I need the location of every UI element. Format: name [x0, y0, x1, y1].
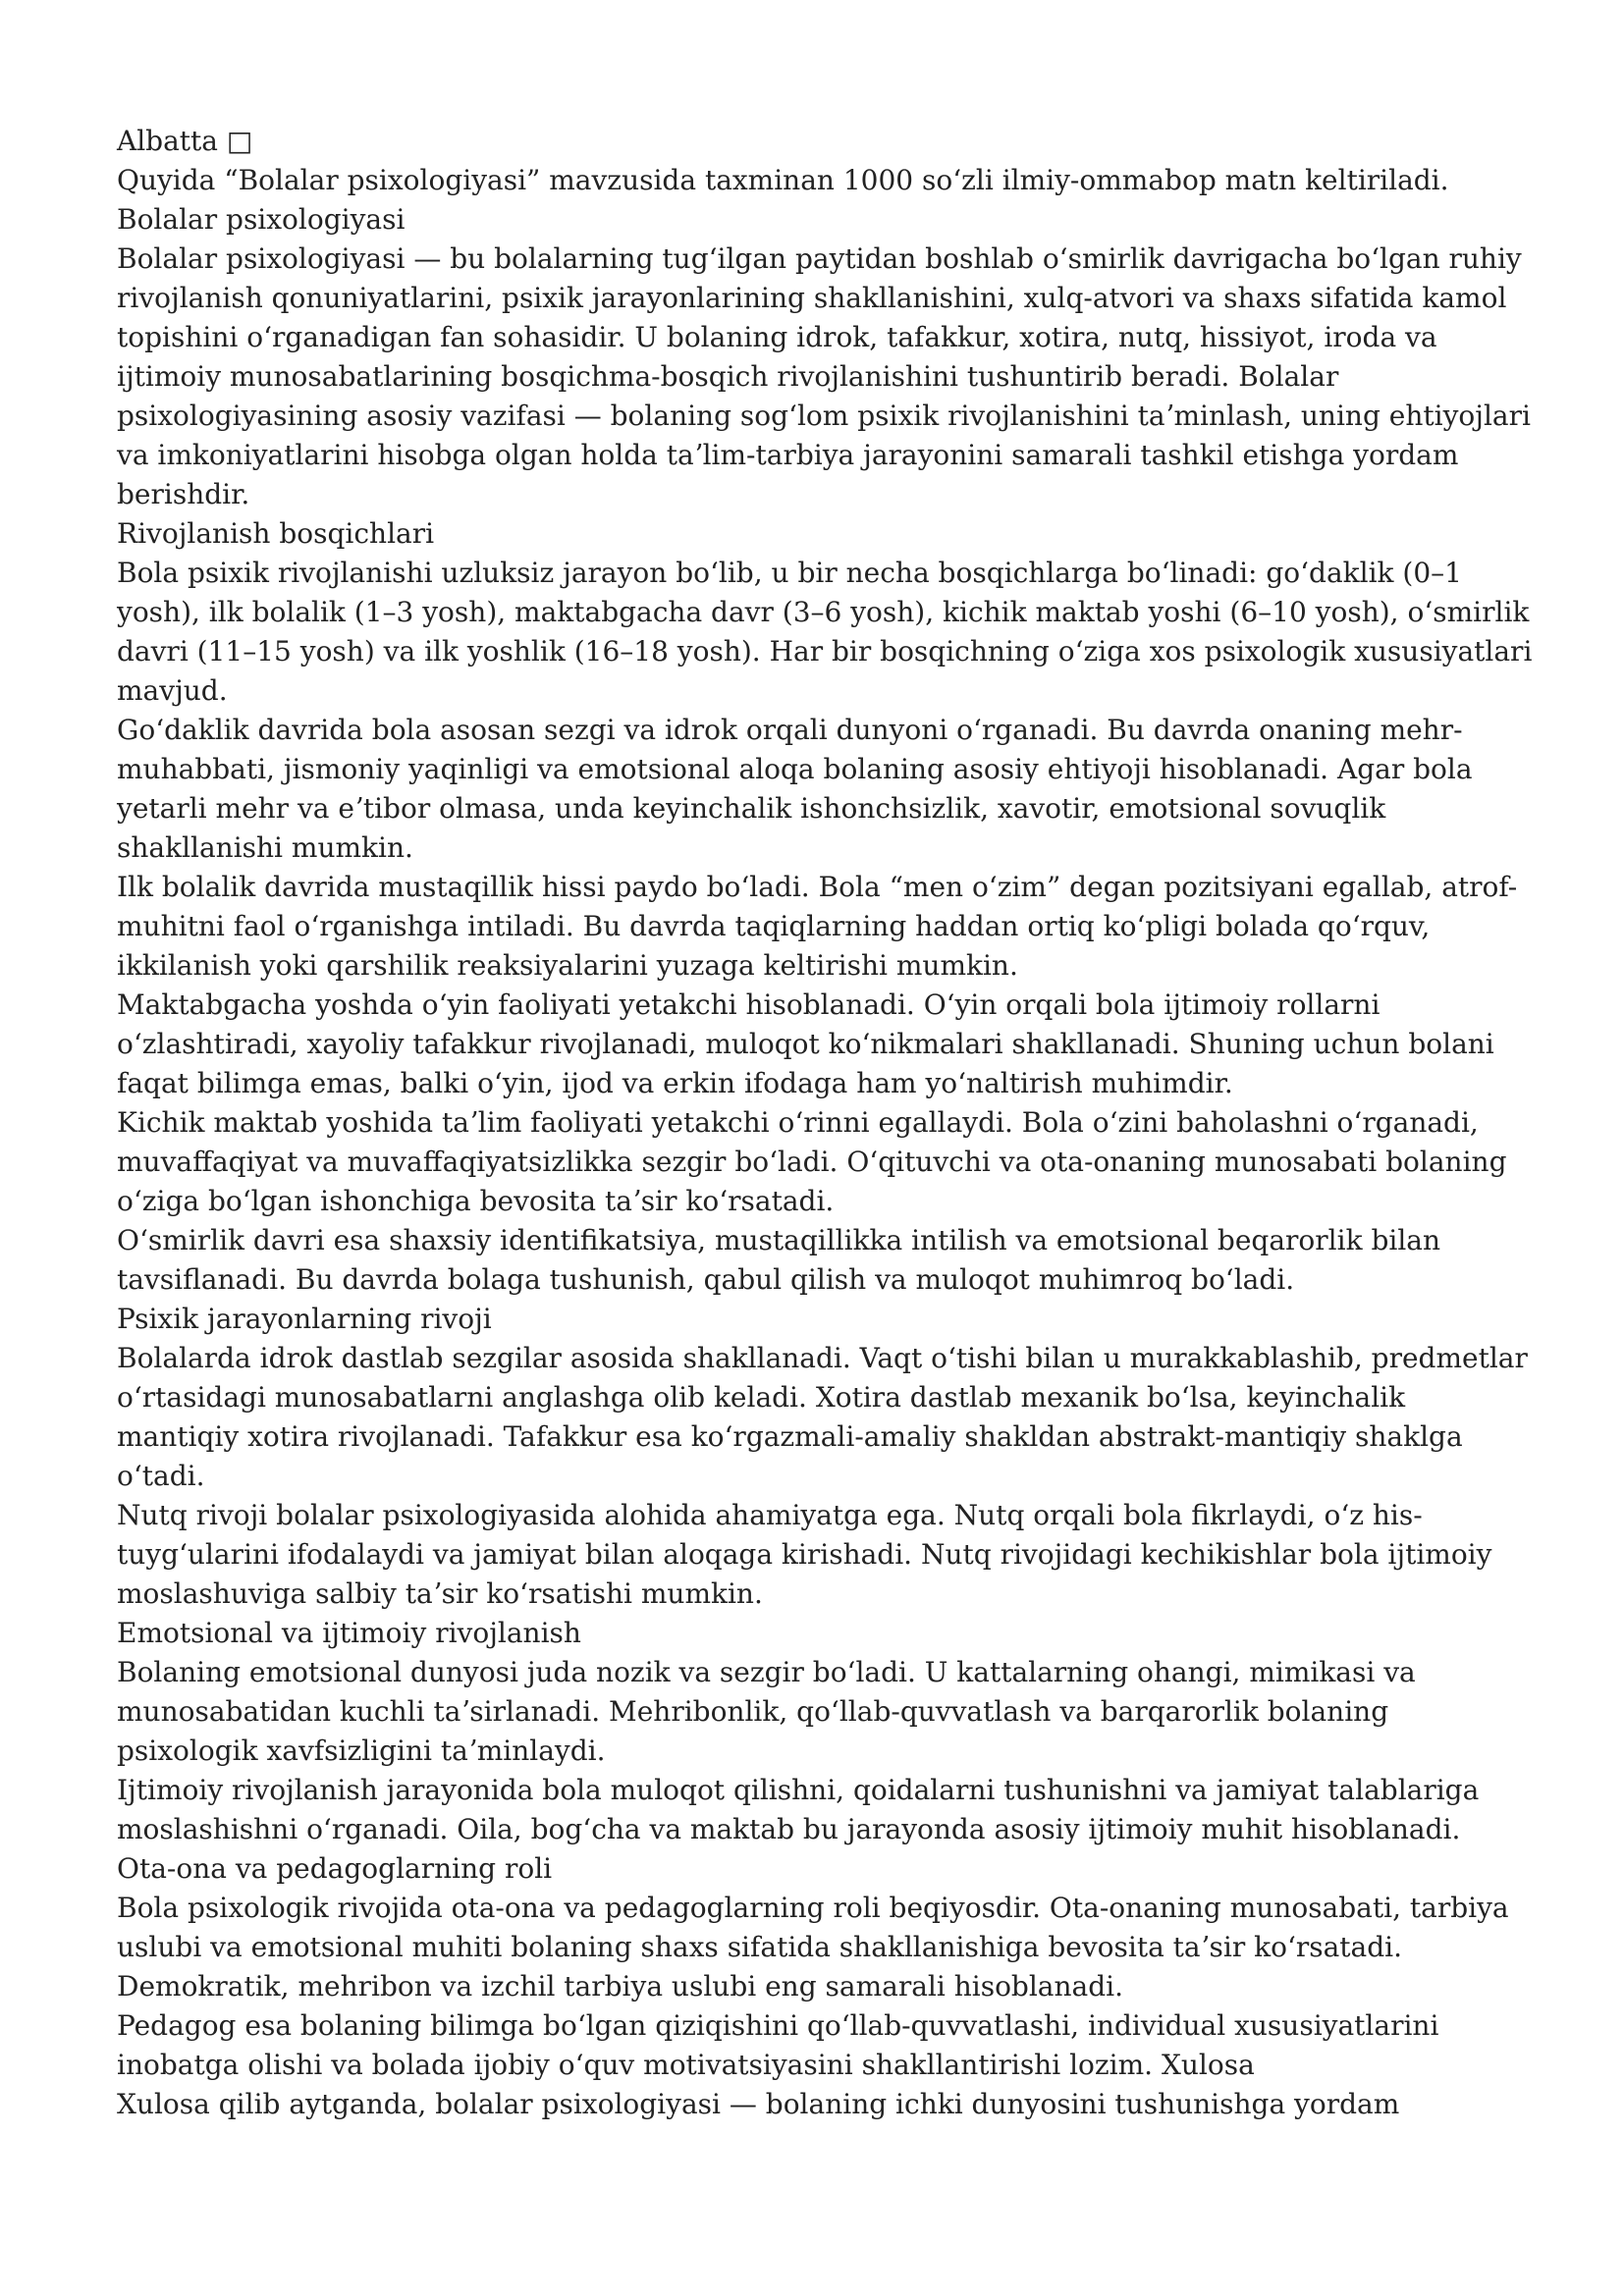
text-line: moslashuviga salbiy taʼsir koʻrsatishi mumkin. [117, 1577, 763, 1610]
text-line: topishini oʻrganadigan fan sohasidir. U bolaning idrok, tafakkur, xotira, nutq, hissiyot, iroda va [117, 321, 1437, 353]
text-line: Kichik maktab yoshida taʼlim faoliyati yetakchi oʻrinni egallaydi. Bola oʻzini baholashni oʻrganadi, [117, 1106, 1479, 1139]
text-line: Oʻsmirlik davri esa shaxsiy identifikatsiya, mustaqillikka intilish va emotsional beqarorlik bilan [117, 1224, 1441, 1256]
text-line: Nutq rivoji bolalar psixologiyasida alohida ahamiyatga ega. Nutq orqali bola fikrlaydi, oʻz his- [117, 1499, 1423, 1531]
text-line: Pedagog esa bolaning bilimga boʻlgan qiziqishini qoʻllab-quvvatlashi, individual xususiyatlarini [117, 2009, 1439, 2042]
text-line: moslashishni oʻrganadi. Oila, bogʻcha va maktab bu jarayonda asosiy ijtimoiy muhit hisoblanadi. [117, 1813, 1461, 1845]
text-line: yetarli mehr va eʼtibor olmasa, unda keyinchalik ishonchsizlik, xavotir, emotsional sovuqlik [117, 792, 1386, 825]
text-line: psixologiyasining asosiy vazifasi — bolaning sogʻlom psixik rivojlanishini taʼminlash, uning ehtiyojlari [117, 400, 1531, 432]
text-line: faqat bilimga emas, balki oʻyin, ijod va erkin ifodaga ham yoʻnaltirish muhimdir. [117, 1067, 1233, 1099]
text-line: muvaffaqiyat va muvaffaqiyatsizlikka sezgir boʻladi. Oʻqituvchi va ota-onaning munosabati bolaning [117, 1146, 1507, 1178]
text-line: inobatga olishi va bolada ijobiy oʻquv motivatsiyasini shakllantirishi lozim. Xulosa [117, 2049, 1255, 2081]
text-line: Goʻdaklik davrida bola asosan sezgi va idrok orqali dunyoni oʻrganadi. Bu davrda onaning mehr- [117, 714, 1463, 746]
text-line: Bolalarda idrok dastlab sezgilar asosida shakllanadi. Vaqt oʻtishi bilan u murakkablashib, predmetlar [117, 1342, 1528, 1374]
text-line: oʻzlashtiradi, xayoliy tafakkur rivojlanadi, muloqot koʻnikmalari shakllanadi. Shuning uchun bolani [117, 1028, 1494, 1060]
text-line: Demokratik, mehribon va izchil tarbiya uslubi eng samarali hisoblanadi. [117, 1970, 1124, 2002]
text-line: shakllanishi mumkin. [117, 831, 413, 864]
text-line: psixologik xavfsizligini taʼminlaydi. [117, 1735, 606, 1767]
text-line: Ijtimoiy rivojlanish jarayonida bola muloqot qilishni, qoidalarni tushunishni va jamiyat talablariga [117, 1774, 1480, 1806]
text-line: va imkoniyatlarini hisobga olgan holda taʼlim-tarbiya jarayonini samarali tashkil etishga yordam [117, 439, 1459, 471]
text-line: munosabatidan kuchli taʼsirlanadi. Mehribonlik, qoʻllab-quvvatlash va barqarorlik bolaning [117, 1695, 1389, 1728]
section-heading: Ota-ona va pedagoglarning roli [117, 1852, 553, 1885]
text-line: Bolalar psixologiyasi — bu bolalarning tugʻilgan paytidan boshlab oʻsmirlik davrigacha boʻlgan ruhiy [117, 242, 1522, 275]
text-line: Xulosa qilib aytganda, bolalar psixologiyasi — bolaning ichki dunyosini tushunishga yordam [117, 2088, 1400, 2120]
text-line: oʻrtasidagi munosabatlarni anglashga olib keladi. Xotira dastlab mexanik boʻlsa, keyinchalik [117, 1381, 1406, 1414]
section-heading: Emotsional va ijtimoiy rivojlanish [117, 1617, 581, 1649]
text-line: ikkilanish yoki qarshilik reaksiyalarini yuzaga keltirishi mumkin. [117, 949, 1018, 982]
document-body [117, 122, 1533, 2124]
text-line: oʻziga boʻlgan ishonchiga bevosita taʼsir koʻrsatadi. [117, 1185, 835, 1217]
section-heading: Bolalar psixologiyasi [117, 203, 406, 236]
text-line: Maktabgacha yoshda oʻyin faoliyati yetakchi hisoblanadi. Oʻyin orqali bola ijtimoiy rollarni [117, 988, 1380, 1021]
text-line: mavjud. [117, 674, 228, 707]
text-line: Ilk bolalik davrida mustaqillik hissi paydo boʻladi. Bola “men oʻzim” degan pozitsiyani egallab, atrof- [117, 871, 1518, 903]
text-line: rivojlanish qonuniyatlarini, psixik jarayonlarining shakllanishini, xulq-atvori va shaxs sifatida kamol [117, 282, 1507, 314]
text-line: muhabbati, jismoniy yaqinligi va emotsional aloqa bolaning asosiy ehtiyoji hisoblanadi. Agar bola [117, 753, 1473, 785]
text-line: muhitni faol oʻrganishga intiladi. Bu davrda taqiqlarning haddan ortiq koʻpligi bolada qoʻrquv, [117, 910, 1431, 942]
text-line: Bolaning emotsional dunyosi juda nozik va sezgir boʻladi. U kattalarning ohangi, mimikasi va [117, 1656, 1416, 1688]
text-line: Bola psixik rivojlanishi uzluksiz jarayon boʻlib, u bir necha bosqichlarga boʻlinadi: goʻdaklik (0–1 [117, 557, 1462, 589]
text-line: oʻtadi. [117, 1460, 205, 1492]
text-line: Bola psixologik rivojida ota-ona va pedagoglarning roli beqiyosdir. Ota-onaning munosabati, tarbiya [117, 1892, 1509, 1924]
text-line: ijtimoiy munosabatlarining bosqichma-bosqich rivojlanishini tushuntirib beradi. Bolalar [117, 360, 1339, 393]
text-line: tuygʻularini ifodalaydi va jamiyat bilan aloqaga kirishadi. Nutq rivojidagi kechikishlar bola ijtimoiy [117, 1538, 1492, 1571]
text-line: mantiqiy xotira rivojlanadi. Tafakkur esa koʻrgazmali-amaliy shakldan abstrakt-mantiqiy shaklga [117, 1420, 1463, 1453]
text-line: tavsiflanadi. Bu davrda bolaga tushunish, qabul qilish va muloqot muhimroq boʻladi. [117, 1263, 1295, 1296]
text-line: yosh), ilk bolalik (1–3 yosh), maktabgacha davr (3–6 yosh), kichik maktab yoshi (6–10 yosh), oʻsmirlik [117, 596, 1530, 628]
section-heading: Psixik jarayonlarning rivoji [117, 1303, 492, 1335]
section-heading: Rivojlanish bosqichlari [117, 517, 435, 550]
text-line: uslubi va emotsional muhiti bolaning shaxs sifatida shakllanishiga bevosita taʼsir koʻrsatadi. [117, 1931, 1403, 1963]
text-line: Quyida “Bolalar psixologiyasi” mavzusida taxminan 1000 soʻzli ilmiy-ommabop matn keltiriladi. [117, 164, 1449, 196]
text-line: davri (11–15 yosh) va ilk yoshlik (16–18 yosh). Har bir bosqichning oʻziga xos psixologik xususiyatlari [117, 635, 1533, 667]
text-line: berishdir. [117, 478, 250, 510]
text-line: Albatta □ [117, 125, 253, 157]
